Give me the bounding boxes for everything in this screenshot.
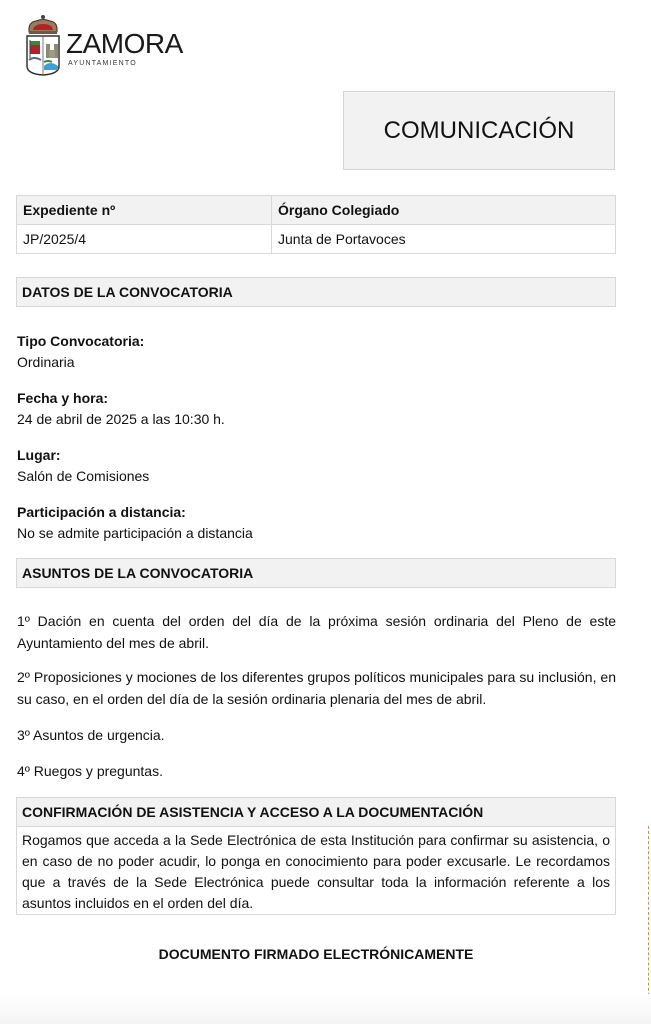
confirmacion-body: Rogamos que acceda a la Sede Electrónica de esta Institución para confirmar su asistencia, o en caso de no poder acudir, lo ponga en conocimiento para poder excusarle. Le recordamos que a través de la Sede Electrónica puede consultar toda la información referente a los asuntos incluidos en el orden del día. — [16, 826, 616, 915]
field-tipo-convocatoria — [17, 331, 144, 373]
field-value: Salón de Comisiones — [17, 468, 150, 484]
logo-wordmark: ZAMORA — [66, 28, 183, 59]
coat-of-arms-icon — [24, 14, 62, 76]
logo-subtitle: AYUNTAMIENTO — [68, 60, 137, 67]
field-label: Fecha y hora: — [17, 390, 109, 406]
field-value: No se admite participación a distancia — [17, 525, 253, 541]
field-label: Tipo Convocatoria: — [17, 333, 145, 349]
document-type-title: COMUNICACIÓN — [343, 91, 615, 170]
table-row — [17, 225, 616, 254]
expediente-header: Expediente nº — [17, 196, 272, 225]
asuntos-section-header: ASUNTOS DE LA CONVOCATORIA — [16, 558, 616, 588]
datos-section-header: DATOS DE LA CONVOCATORIA — [16, 277, 616, 307]
field-label: Lugar: — [17, 447, 61, 463]
asunto-item-3: 3º Asuntos de urgencia. — [17, 727, 165, 743]
table-header-row — [17, 196, 616, 225]
signed-electronically-label: DOCUMENTO FIRMADO ELECTRÓNICAMENTE — [158, 946, 474, 962]
page-edge-divider — [648, 826, 649, 1016]
asunto-item-1: 1º Dación en cuenta del orden del día de la próxima sesión ordinaria del Pleno de este Ayuntamiento del mes de abril. — [17, 613, 616, 651]
field-fecha-hora — [17, 388, 225, 430]
field-value: Ordinaria — [17, 354, 75, 370]
field-label: Participación a distancia: — [17, 504, 186, 520]
organo-header: Órgano Colegiado — [272, 196, 616, 225]
confirmacion-section-header: CONFIRMACIÓN DE ASISTENCIA Y ACCESO A LA DOCUMENTACIÓN — [16, 797, 616, 827]
asunto-item-4: 4º Ruegos y preguntas. — [17, 763, 163, 779]
asunto-item-2: 2º Proposiciones y mociones de los diferentes grupos políticos municipales para su inclusión, en su caso, en el orden del día de la sesión ordinaria plenaria del mes de abril. — [17, 669, 616, 707]
ayuntamiento-zamora-logo — [24, 14, 184, 76]
field-lugar — [17, 445, 149, 487]
expediente-table — [16, 195, 616, 254]
expediente-value: JP/2025/4 — [17, 225, 272, 254]
field-participacion-distancia — [17, 502, 253, 544]
organo-value: Junta de Portavoces — [272, 225, 616, 254]
field-value: 24 de abril de 2025 a las 10:30 h. — [17, 411, 225, 427]
page-bottom-shadow — [0, 994, 651, 1024]
